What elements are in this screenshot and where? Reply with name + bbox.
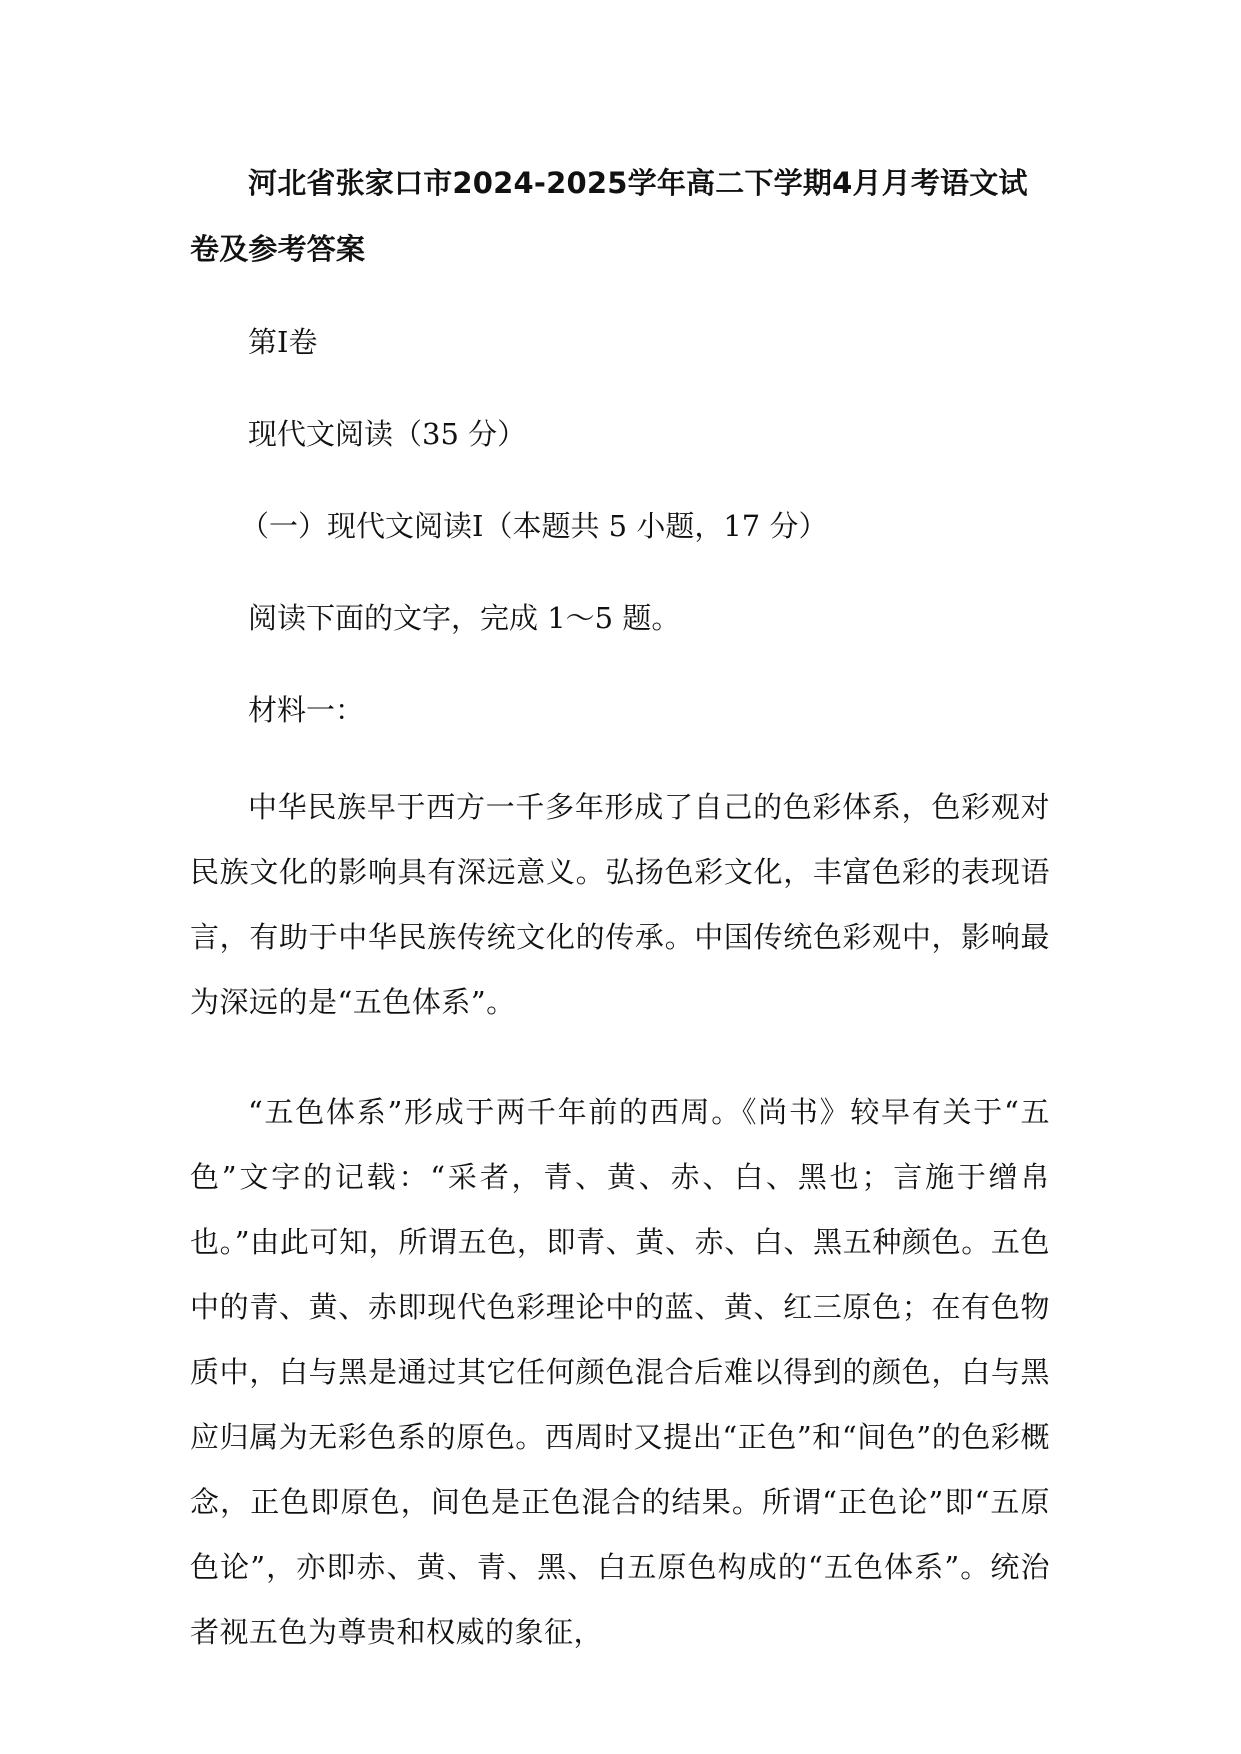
document-title: 河北省张家口市2024-2025学年高二下学期4月月考语文试卷及参考答案 <box>190 166 1028 266</box>
material-label: 材料一： <box>248 693 365 727</box>
subsection-heading: （一）现代文阅读Ⅰ（本题共 5 小题，17 分） <box>240 509 828 543</box>
paragraph-2: “五色体系”形成于两千年前的西周。《尚书》较早有关于“五色”文字的记载：“采者，青、黄、赤、白、黑也；言施于缯帛也。”由此可知，所谓五色，即青、黄、赤、白、黑五种颜色。五色中的青、黄、赤即现代色彩理论中的蓝、黄、红三原色；在有色物质中，白与黑是通过其它任何颜色混合后难以得到的颜色，白与黑应归属为无彩色系的原色。西周时又提出“正色”和“间色”的色彩概念，正色即原色，间色是正色混合的结果。所谓“正色论”即“五原色论”，亦即赤、黄、青、黑、白五原色构成的“五色体系”。统治者视五色为尊贵和权威的象征， <box>190 1095 1050 1649</box>
instruction-text: 阅读下面的文字，完成 1～5 题。 <box>248 601 681 635</box>
paragraph-1: 中华民族早于西方一千多年形成了自己的色彩体系，色彩观对民族文化的影响具有深远意义。弘扬色彩文化，丰富色彩的表现语言，有助于中华民族传统文化的传承。中国传统色彩观中，影响最为深远的是“五色体系”。 <box>190 790 1050 1019</box>
section-heading: 现代文阅读（35 分） <box>248 417 527 451</box>
volume-heading: 第Ⅰ卷 <box>248 325 318 359</box>
